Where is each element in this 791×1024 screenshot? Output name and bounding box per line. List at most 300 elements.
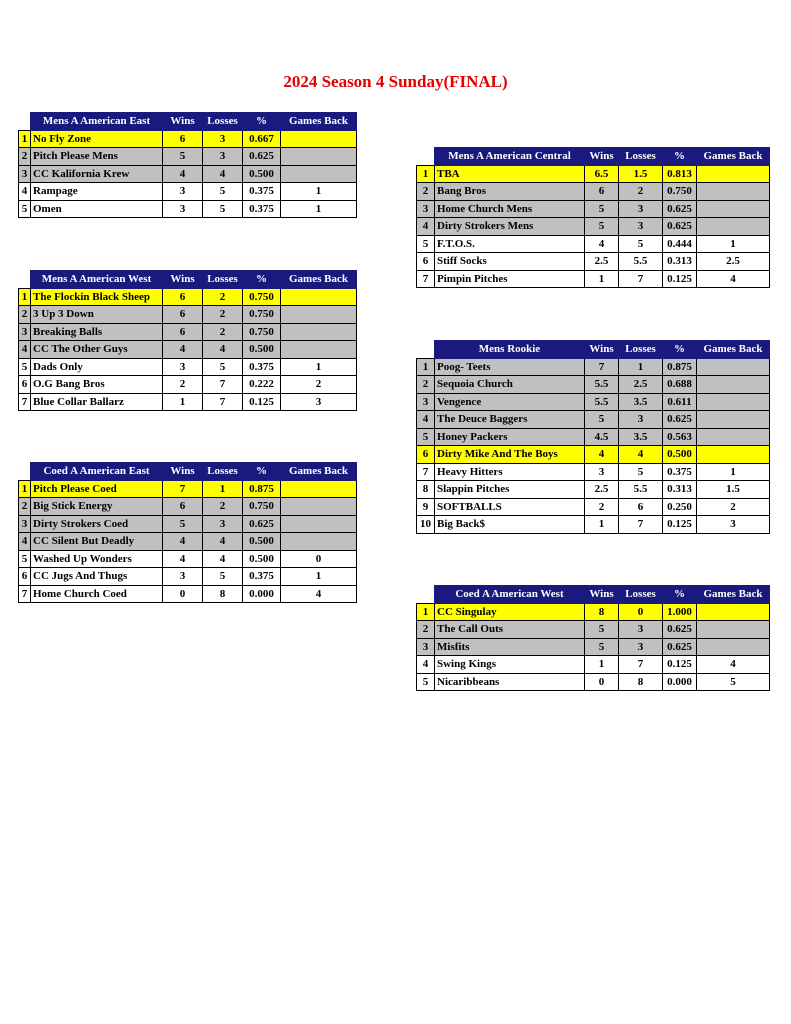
table-row <box>417 376 770 394</box>
wins-cell: 4 <box>163 533 203 551</box>
table-row <box>19 165 357 183</box>
table-row <box>417 253 770 271</box>
games-back-cell: 2.5 <box>697 253 770 271</box>
losses-cell: 4 <box>203 533 243 551</box>
wins-cell: 5 <box>163 148 203 166</box>
wins-cell: 6 <box>163 306 203 324</box>
games-back-cell <box>281 323 357 341</box>
team-name-cell: Pitch Please Coed <box>31 480 163 498</box>
games-back-cell <box>697 218 770 236</box>
rank-cell: 5 <box>417 673 435 691</box>
table-row <box>417 481 770 499</box>
wins-cell: 4 <box>163 341 203 359</box>
rank-cell: 1 <box>417 358 435 376</box>
pct-cell: 0.563 <box>663 428 697 446</box>
pct-cell: 0.625 <box>243 148 281 166</box>
rank-cell: 3 <box>417 200 435 218</box>
losses-cell: 1 <box>619 358 663 376</box>
games-back-cell <box>281 288 357 306</box>
col-pct-header: % <box>243 113 281 131</box>
rank-cell: 3 <box>19 515 31 533</box>
games-back-cell: 5 <box>697 673 770 691</box>
col-pct-header: % <box>243 463 281 481</box>
games-back-cell <box>697 621 770 639</box>
table-row <box>19 341 357 359</box>
team-name-cell: O.G Bang Bros <box>31 376 163 394</box>
wins-cell: 5.5 <box>585 376 619 394</box>
pct-cell: 0.500 <box>663 446 697 464</box>
losses-cell: 5 <box>203 568 243 586</box>
team-name-cell: Home Church Mens <box>435 200 585 218</box>
team-name-cell: Omen <box>31 200 163 218</box>
rank-cell: 3 <box>19 323 31 341</box>
col-wins-header: Wins <box>163 463 203 481</box>
wins-cell: 1 <box>585 516 619 534</box>
losses-cell: 2 <box>203 323 243 341</box>
table-title: Coed A American East <box>31 463 163 481</box>
wins-cell: 3 <box>163 183 203 201</box>
standings-table-mens-rookie <box>416 340 770 534</box>
pct-cell: 0.875 <box>663 358 697 376</box>
table-row <box>417 673 770 691</box>
team-name-cell: CC Silent But Deadly <box>31 533 163 551</box>
team-name-cell: The Deuce Baggers <box>435 411 585 429</box>
table-row <box>19 376 357 394</box>
losses-cell: 7 <box>619 516 663 534</box>
rank-cell: 2 <box>417 376 435 394</box>
rank-cell: 3 <box>417 638 435 656</box>
col-losses-header: Losses <box>203 113 243 131</box>
table-row <box>19 306 357 324</box>
pct-cell: 0.625 <box>663 200 697 218</box>
rank-cell: 7 <box>417 463 435 481</box>
col-pct-header: % <box>663 586 697 604</box>
col-games-back-header: Games Back <box>697 148 770 166</box>
col-games-back-header: Games Back <box>281 271 357 289</box>
table-title: Coed A American West <box>435 586 585 604</box>
table-row <box>19 568 357 586</box>
pct-cell: 0.750 <box>243 498 281 516</box>
losses-cell: 7 <box>619 656 663 674</box>
games-back-cell: 1 <box>281 183 357 201</box>
rank-cell: 1 <box>19 480 31 498</box>
games-back-cell <box>697 428 770 446</box>
team-name-cell: Slappin Pitches <box>435 481 585 499</box>
games-back-cell: 4 <box>281 585 357 603</box>
rank-cell: 4 <box>417 656 435 674</box>
team-name-cell: Dads Only <box>31 358 163 376</box>
rank-cell: 4 <box>417 218 435 236</box>
rank-cell: 4 <box>19 183 31 201</box>
losses-cell: 3 <box>203 148 243 166</box>
losses-cell: 0 <box>619 603 663 621</box>
rank-cell: 2 <box>417 621 435 639</box>
rank-cell: 2 <box>19 148 31 166</box>
col-pct-header: % <box>663 341 697 359</box>
games-back-cell <box>281 148 357 166</box>
losses-cell: 2 <box>203 498 243 516</box>
rank-cell: 7 <box>417 270 435 288</box>
games-back-cell: 2 <box>697 498 770 516</box>
pct-cell: 0.750 <box>243 288 281 306</box>
team-name-cell: Poog- Teets <box>435 358 585 376</box>
games-back-cell: 0 <box>281 550 357 568</box>
table-row <box>417 411 770 429</box>
wins-cell: 7 <box>163 480 203 498</box>
losses-cell: 3.5 <box>619 393 663 411</box>
rank-cell: 2 <box>19 498 31 516</box>
pct-cell: 0.500 <box>243 165 281 183</box>
team-name-cell: The Flockin Black Sheep <box>31 288 163 306</box>
table-row <box>417 516 770 534</box>
games-back-cell <box>281 498 357 516</box>
team-name-cell: TBA <box>435 165 585 183</box>
games-back-cell: 4 <box>697 270 770 288</box>
team-name-cell: Washed Up Wonders <box>31 550 163 568</box>
table-row <box>19 515 357 533</box>
wins-cell: 5 <box>585 638 619 656</box>
col-games-back-header: Games Back <box>281 113 357 131</box>
games-back-cell <box>697 411 770 429</box>
games-back-cell <box>697 603 770 621</box>
rank-cell: 5 <box>19 200 31 218</box>
wins-cell: 1 <box>585 656 619 674</box>
games-back-cell: 3 <box>281 393 357 411</box>
table-title: Mens A American Central <box>435 148 585 166</box>
rank-cell: 6 <box>417 253 435 271</box>
losses-cell: 3 <box>619 200 663 218</box>
wins-cell: 4 <box>585 446 619 464</box>
losses-cell: 5 <box>203 183 243 201</box>
wins-cell: 2 <box>163 376 203 394</box>
col-wins-header: Wins <box>585 586 619 604</box>
games-back-cell: 1 <box>281 568 357 586</box>
games-back-cell: 1 <box>281 358 357 376</box>
team-name-cell: 3 Up 3 Down <box>31 306 163 324</box>
pct-cell: 0.125 <box>243 393 281 411</box>
losses-cell: 3 <box>619 638 663 656</box>
games-back-cell <box>697 638 770 656</box>
rank-cell: 10 <box>417 516 435 534</box>
rank-cell: 1 <box>19 130 31 148</box>
games-back-cell: 1 <box>281 200 357 218</box>
col-wins-header: Wins <box>163 271 203 289</box>
losses-cell: 5 <box>619 463 663 481</box>
team-name-cell: Big Stick Energy <box>31 498 163 516</box>
team-name-cell: Rampage <box>31 183 163 201</box>
table-row <box>19 130 357 148</box>
col-losses-header: Losses <box>619 341 663 359</box>
table-row <box>417 603 770 621</box>
losses-cell: 5 <box>619 235 663 253</box>
team-name-cell: SOFTBALLS <box>435 498 585 516</box>
pct-cell: 0.813 <box>663 165 697 183</box>
wins-cell: 3 <box>163 568 203 586</box>
pct-cell: 0.500 <box>243 550 281 568</box>
games-back-cell <box>697 200 770 218</box>
wins-cell: 5.5 <box>585 393 619 411</box>
wins-cell: 0 <box>163 585 203 603</box>
losses-cell: 7 <box>203 376 243 394</box>
team-name-cell: Home Church Coed <box>31 585 163 603</box>
losses-cell: 4 <box>203 550 243 568</box>
pct-cell: 0.875 <box>243 480 281 498</box>
games-back-cell <box>281 130 357 148</box>
games-back-cell <box>697 376 770 394</box>
rank-cell: 8 <box>417 481 435 499</box>
losses-cell: 3 <box>619 411 663 429</box>
pct-cell: 0.375 <box>243 200 281 218</box>
table-row <box>417 498 770 516</box>
rank-cell: 5 <box>417 235 435 253</box>
rank-cell: 2 <box>417 183 435 201</box>
table-row <box>417 621 770 639</box>
pct-cell: 0.750 <box>243 323 281 341</box>
games-back-cell: 2 <box>281 376 357 394</box>
rank-cell: 9 <box>417 498 435 516</box>
rank-cell: 2 <box>19 306 31 324</box>
rank-cell: 4 <box>19 341 31 359</box>
col-games-back-header: Games Back <box>697 586 770 604</box>
team-name-cell: The Call Outs <box>435 621 585 639</box>
standings-table-coed-a-american-east <box>18 462 357 603</box>
wins-cell: 4 <box>163 550 203 568</box>
team-name-cell: Misfits <box>435 638 585 656</box>
team-name-cell: Swing Kings <box>435 656 585 674</box>
games-back-cell <box>281 341 357 359</box>
rank-cell: 1 <box>19 288 31 306</box>
col-losses-header: Losses <box>619 586 663 604</box>
wins-cell: 4 <box>163 165 203 183</box>
standings-table-coed-a-american-west <box>416 585 770 691</box>
team-name-cell: Pimpin Pitches <box>435 270 585 288</box>
table-row <box>417 200 770 218</box>
wins-cell: 6 <box>163 288 203 306</box>
games-back-cell <box>697 165 770 183</box>
rank-cell: 4 <box>417 411 435 429</box>
rank-cell: 7 <box>19 393 31 411</box>
team-name-cell: Honey Packers <box>435 428 585 446</box>
table-row <box>19 550 357 568</box>
wins-cell: 6 <box>585 183 619 201</box>
team-name-cell: Nicaribbeans <box>435 673 585 691</box>
games-back-cell <box>697 393 770 411</box>
pct-cell: 0.611 <box>663 393 697 411</box>
team-name-cell: Heavy Hitters <box>435 463 585 481</box>
pct-cell: 0.313 <box>663 481 697 499</box>
table-row <box>19 323 357 341</box>
losses-cell: 7 <box>203 393 243 411</box>
team-name-cell: CC The Other Guys <box>31 341 163 359</box>
wins-cell: 2.5 <box>585 481 619 499</box>
pct-cell: 0.750 <box>243 306 281 324</box>
losses-cell: 4 <box>619 446 663 464</box>
pct-cell: 0.500 <box>243 533 281 551</box>
standings-table-mens-a-american-east <box>18 112 357 218</box>
team-name-cell: No Fly Zone <box>31 130 163 148</box>
team-name-cell: Stiff Socks <box>435 253 585 271</box>
losses-cell: 2 <box>619 183 663 201</box>
wins-cell: 3 <box>163 200 203 218</box>
losses-cell: 1 <box>203 480 243 498</box>
page-title: 2024 Season 4 Sunday(FINAL) <box>283 72 508 91</box>
col-wins-header: Wins <box>163 113 203 131</box>
wins-cell: 6 <box>163 323 203 341</box>
rank-cell: 5 <box>19 358 31 376</box>
team-name-cell: Breaking Balls <box>31 323 163 341</box>
rank-cell: 1 <box>417 603 435 621</box>
table-row <box>417 235 770 253</box>
wins-cell: 5 <box>163 515 203 533</box>
wins-cell: 4 <box>585 235 619 253</box>
table-row <box>417 393 770 411</box>
wins-cell: 3 <box>585 463 619 481</box>
wins-cell: 4.5 <box>585 428 619 446</box>
rank-cell: 5 <box>417 428 435 446</box>
losses-cell: 5.5 <box>619 481 663 499</box>
pct-cell: 0.375 <box>243 568 281 586</box>
team-name-cell: Big Back$ <box>435 516 585 534</box>
pct-cell: 0.000 <box>663 673 697 691</box>
table-row <box>417 358 770 376</box>
rank-cell: 6 <box>417 446 435 464</box>
team-name-cell: CC Jugs And Thugs <box>31 568 163 586</box>
team-name-cell: Blue Collar Ballarz <box>31 393 163 411</box>
games-back-cell: 1 <box>697 235 770 253</box>
rank-cell: 6 <box>19 376 31 394</box>
losses-cell: 7 <box>619 270 663 288</box>
table-row <box>417 183 770 201</box>
team-name-cell: CC Singulay <box>435 603 585 621</box>
table-row <box>19 148 357 166</box>
pct-cell: 0.375 <box>243 358 281 376</box>
col-games-back-header: Games Back <box>281 463 357 481</box>
pct-cell: 1.000 <box>663 603 697 621</box>
col-wins-header: Wins <box>585 148 619 166</box>
rank-cell: 3 <box>19 165 31 183</box>
wins-cell: 7 <box>585 358 619 376</box>
wins-cell: 8 <box>585 603 619 621</box>
losses-cell: 3 <box>619 218 663 236</box>
wins-cell: 1 <box>163 393 203 411</box>
table-row <box>417 428 770 446</box>
losses-cell: 8 <box>203 585 243 603</box>
pct-cell: 0.625 <box>663 411 697 429</box>
losses-cell: 4 <box>203 341 243 359</box>
team-name-cell: F.T.O.S. <box>435 235 585 253</box>
wins-cell: 3 <box>163 358 203 376</box>
table-row <box>19 585 357 603</box>
pct-cell: 0.313 <box>663 253 697 271</box>
team-name-cell: Pitch Please Mens <box>31 148 163 166</box>
wins-cell: 5 <box>585 621 619 639</box>
pct-cell: 0.625 <box>663 638 697 656</box>
games-back-cell <box>281 165 357 183</box>
team-name-cell: Dirty Strokers Mens <box>435 218 585 236</box>
wins-cell: 6.5 <box>585 165 619 183</box>
games-back-cell: 1 <box>697 463 770 481</box>
col-losses-header: Losses <box>203 463 243 481</box>
team-name-cell: Bang Bros <box>435 183 585 201</box>
pct-cell: 0.000 <box>243 585 281 603</box>
games-back-cell <box>281 515 357 533</box>
table-row <box>19 393 357 411</box>
wins-cell: 5 <box>585 411 619 429</box>
losses-cell: 6 <box>619 498 663 516</box>
pct-cell: 0.250 <box>663 498 697 516</box>
pct-cell: 0.375 <box>243 183 281 201</box>
col-losses-header: Losses <box>619 148 663 166</box>
wins-cell: 5 <box>585 218 619 236</box>
games-back-cell <box>281 306 357 324</box>
table-row <box>19 480 357 498</box>
pct-cell: 0.125 <box>663 516 697 534</box>
games-back-cell <box>697 446 770 464</box>
table-row <box>417 656 770 674</box>
col-pct-header: % <box>243 271 281 289</box>
col-losses-header: Losses <box>203 271 243 289</box>
team-name-cell: Dirty Strokers Coed <box>31 515 163 533</box>
losses-cell: 3 <box>203 515 243 533</box>
table-row <box>19 183 357 201</box>
rank-cell: 3 <box>417 393 435 411</box>
col-pct-header: % <box>663 148 697 166</box>
pct-cell: 0.625 <box>663 218 697 236</box>
games-back-cell <box>281 533 357 551</box>
pct-cell: 0.667 <box>243 130 281 148</box>
wins-cell: 6 <box>163 498 203 516</box>
games-back-cell <box>281 480 357 498</box>
table-row <box>417 218 770 236</box>
table-row <box>19 288 357 306</box>
pct-cell: 0.750 <box>663 183 697 201</box>
pct-cell: 0.625 <box>243 515 281 533</box>
wins-cell: 1 <box>585 270 619 288</box>
games-back-cell: 4 <box>697 656 770 674</box>
games-back-cell <box>697 358 770 376</box>
wins-cell: 2 <box>585 498 619 516</box>
pct-cell: 0.500 <box>243 341 281 359</box>
table-row <box>19 358 357 376</box>
wins-cell: 6 <box>163 130 203 148</box>
rank-cell: 1 <box>417 165 435 183</box>
table-row <box>19 200 357 218</box>
table-row <box>417 270 770 288</box>
rank-cell: 6 <box>19 568 31 586</box>
wins-cell: 5 <box>585 200 619 218</box>
losses-cell: 3 <box>619 621 663 639</box>
standings-table-mens-a-american-west <box>18 270 357 411</box>
pct-cell: 0.125 <box>663 270 697 288</box>
pct-cell: 0.625 <box>663 621 697 639</box>
pct-cell: 0.222 <box>243 376 281 394</box>
games-back-cell <box>697 183 770 201</box>
table-title: Mens Rookie <box>435 341 585 359</box>
col-wins-header: Wins <box>585 341 619 359</box>
table-row <box>19 533 357 551</box>
team-name-cell: CC Kalifornia Krew <box>31 165 163 183</box>
pct-cell: 0.375 <box>663 463 697 481</box>
table-title: Mens A American West <box>31 271 163 289</box>
wins-cell: 0 <box>585 673 619 691</box>
table-row <box>417 446 770 464</box>
col-games-back-header: Games Back <box>697 341 770 359</box>
pct-cell: 0.688 <box>663 376 697 394</box>
team-name-cell: Sequoia Church <box>435 376 585 394</box>
losses-cell: 4 <box>203 165 243 183</box>
losses-cell: 3 <box>203 130 243 148</box>
team-name-cell: Dirty Mike And The Boys <box>435 446 585 464</box>
